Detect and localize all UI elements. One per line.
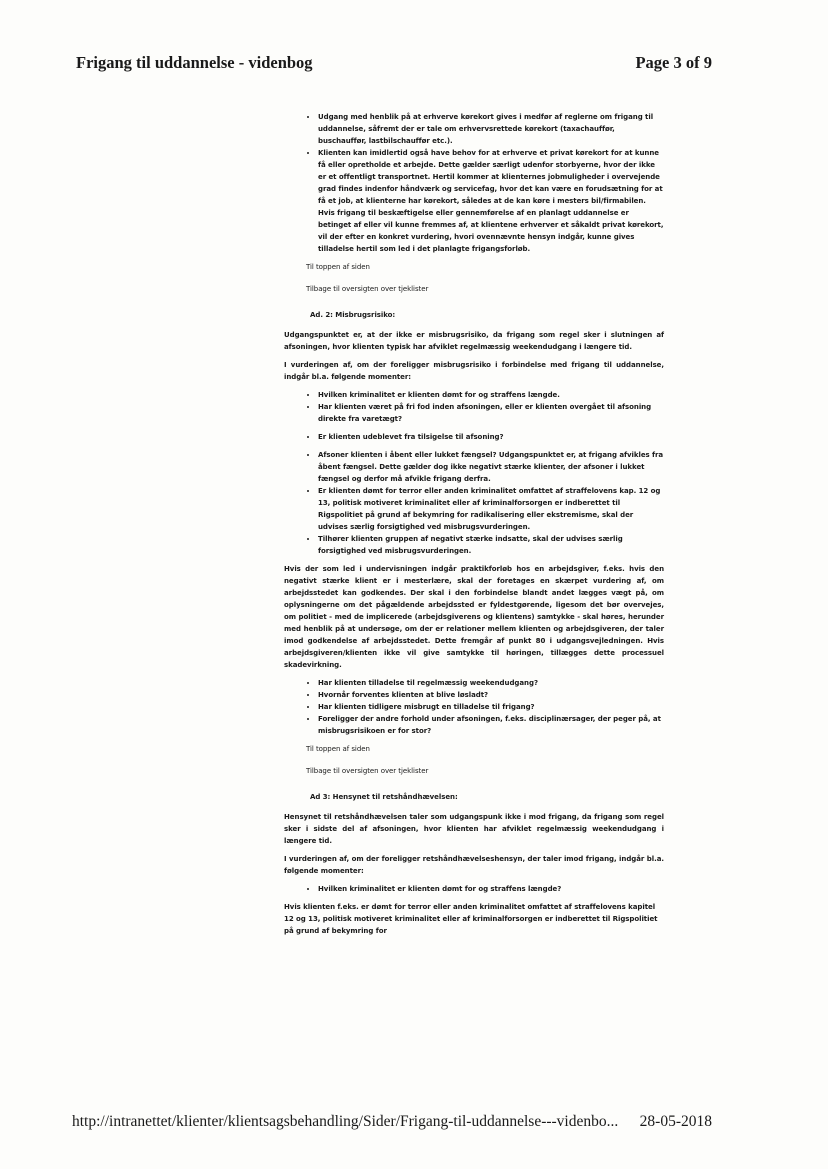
list-item: • Tilhører klienten gruppen af negativt stærke indsatte, skal der udvises særlig forsigtighed ved misbrugsvurderingen. (318, 533, 664, 557)
list-item: • Er klienten dømt for terror eller anden kriminalitet omfattet af straffelovens kap. 12 og 13, politisk motiveret kriminalitet eller af kriminalforsorgen er indberettet til Rigspolitiet på grund af bekymring for radikalisering eller ekstremisme, skal der udvises særlig forsigtighed ved misbrugsvurderingen. (318, 485, 664, 533)
paragraph: I vurderingen af, om der foreligger misbrugsrisiko i forbindelse med frigang til uddannelse, indgår bl.a. følgende momenter: (284, 361, 664, 381)
to-top-link[interactable]: Til toppen af siden (306, 263, 370, 271)
footer-date: 28-05-2018 (639, 1113, 712, 1130)
page-header-title: Frigang til uddannelse - videnbog (76, 53, 313, 72)
list-item: • Har klienten tilladelse til regelmæssig weekendudgang? (318, 677, 664, 689)
bullet-list (284, 389, 664, 557)
back-to-overview-link[interactable]: Tilbage til oversigten over tjeklister (306, 767, 429, 775)
section-heading-retshaandhaevelse: Ad 3: Hensynet til retshåndhævelsen: (310, 793, 458, 801)
section-heading-misbrug: Ad. 2: Misbrugsrisiko: (310, 311, 396, 319)
list-item: • Foreligger der andre forhold under afsoningen, f.eks. disciplinærsager, der peger på, at misbrugsrisikoen er for stor? (318, 713, 664, 737)
paragraph: Udgangspunktet er, at der ikke er misbrugsrisiko, da frigang som regel sker i slutningen af afsoningen, hvor klienten typisk har afviklet regelmæssig weekendudgang i længere tid. (284, 331, 664, 351)
to-top-link[interactable]: Til toppen af siden (306, 745, 370, 753)
paragraph: I vurderingen af, om der foreligger retshåndhævelseshensyn, der taler imod frigang, indgår bl.a. følgende momenter: (284, 855, 664, 875)
paragraph: Hvis klienten f.eks. er dømt for terror eller anden kriminalitet omfattet af straffelovens kapitel 12 og 13, politisk motiveret kriminalitet eller af kriminalforsorgen er indberettet til Rigspolitiet på grund af bekymring for (284, 903, 658, 935)
list-item: • Har klienten tidligere misbrugt en tilladelse til frigang? (318, 701, 664, 713)
document-body (284, 111, 664, 943)
paragraph: Hvis der som led i undervisningen indgår praktikforløb hos en arbejdsgiver, f.eks. hvis den negativt stærke klient er i mesterlære, skal der foretages en skærpet vurdering af, om arbejdsstedet kan godkendes. Der skal i den forbindelse blandt andet lægges vægt på, om oplysningerne om det pågældende arbejdssted er fyldestgørende, ligesom det bør overvejes, om politiet - med de implicerede (arbejdsgiverens og klientens) samtykke - skal høres, herunder med henblik på at undersøge, om der er relationer mellem klienten og arbejdsgiveren, der taler imod godkendelse af arbejdsstedet. Dette fremgår af punkt 80 i udgangsvejledningen. Hvis arbejdsgiveren/klienten ikke vil give samtykke til høringen, tillægges dette processuel skadevirkning. (284, 565, 664, 669)
list-item: • Hvilken kriminalitet er klienten dømt for og straffens længde. (318, 389, 664, 401)
list-item: • Hvilken kriminalitet er klienten dømt for og straffens længde? (318, 883, 664, 895)
paragraph: Hensynet til retshåndhævelsen taler som udgangspunk ikke i mod frigang, da frigang som regel sker i sidste del af afsoningen, hvor klienten har afviklet regelmæssig weekendudgang i længere tid. (284, 813, 664, 845)
bullet-list (284, 883, 664, 895)
list-item: • Udgang med henblik på at erhverve kørekort gives i medfør af reglerne om frigang til uddannelse, såfremt der er tale om erhvervsrettede kørekort (taxachauffør, buschauffør, lastbilschauffør etc.). (318, 111, 664, 147)
back-to-overview-link[interactable]: Tilbage til oversigten over tjeklister (306, 285, 429, 293)
page-number: Page 3 of 9 (635, 53, 712, 72)
list-item: • Klienten kan imidlertid også have behov for at erhverve et privat kørekort for at kunne få eller opretholde et arbejde. Dette gælder særligt udenfor storbyerne, hvor der ikke er et offentligt transportnet. Hertil kommer at klienternes jobmuligheder i overvejende grad findes indenfor håndværk og servicefag, hvor det kan være en forudsætning for at få et job, at klienterne har kørekort, således at de kan køre i mesters bil/firmabilen. Hvis frigang til beskæftigelse eller gennemførelse af en planlagt uddannelse er betinget af eller vil kunne fremmes af, at klientene erhverver et såkaldt privat kørekort, vil der efter en konkret vurdering, hvori ovennævnte hensyn indgår, kunne gives tilladelse hertil som led i det planlagte frigangsforløb. (318, 147, 664, 255)
bullet-list-top (284, 111, 664, 255)
footer-url: http://intranettet/klienter/klientsagsbehandling/Sider/Frigang-til-uddannelse---videnbo... (72, 1113, 619, 1130)
list-item: • Har klienten været på fri fod inden afsoningen, eller er klienten overgået til afsoning direkte fra varetægt? (318, 401, 664, 425)
list-item: • Er klienten udeblevet fra tilsigelse til afsoning? (318, 431, 664, 443)
list-item: • Hvornår forventes klienten at blive løsladt? (318, 689, 664, 701)
bullet-list (284, 677, 664, 737)
list-item: • Afsoner klienten i åbent eller lukket fængsel? Udgangspunktet er, at frigang afvikles fra åbent fængsel. Dette gælder dog ikke negativt stærke klienter, der afsoner i lukket fængsel og derfor må afvikle frigang derfra. (318, 449, 664, 485)
